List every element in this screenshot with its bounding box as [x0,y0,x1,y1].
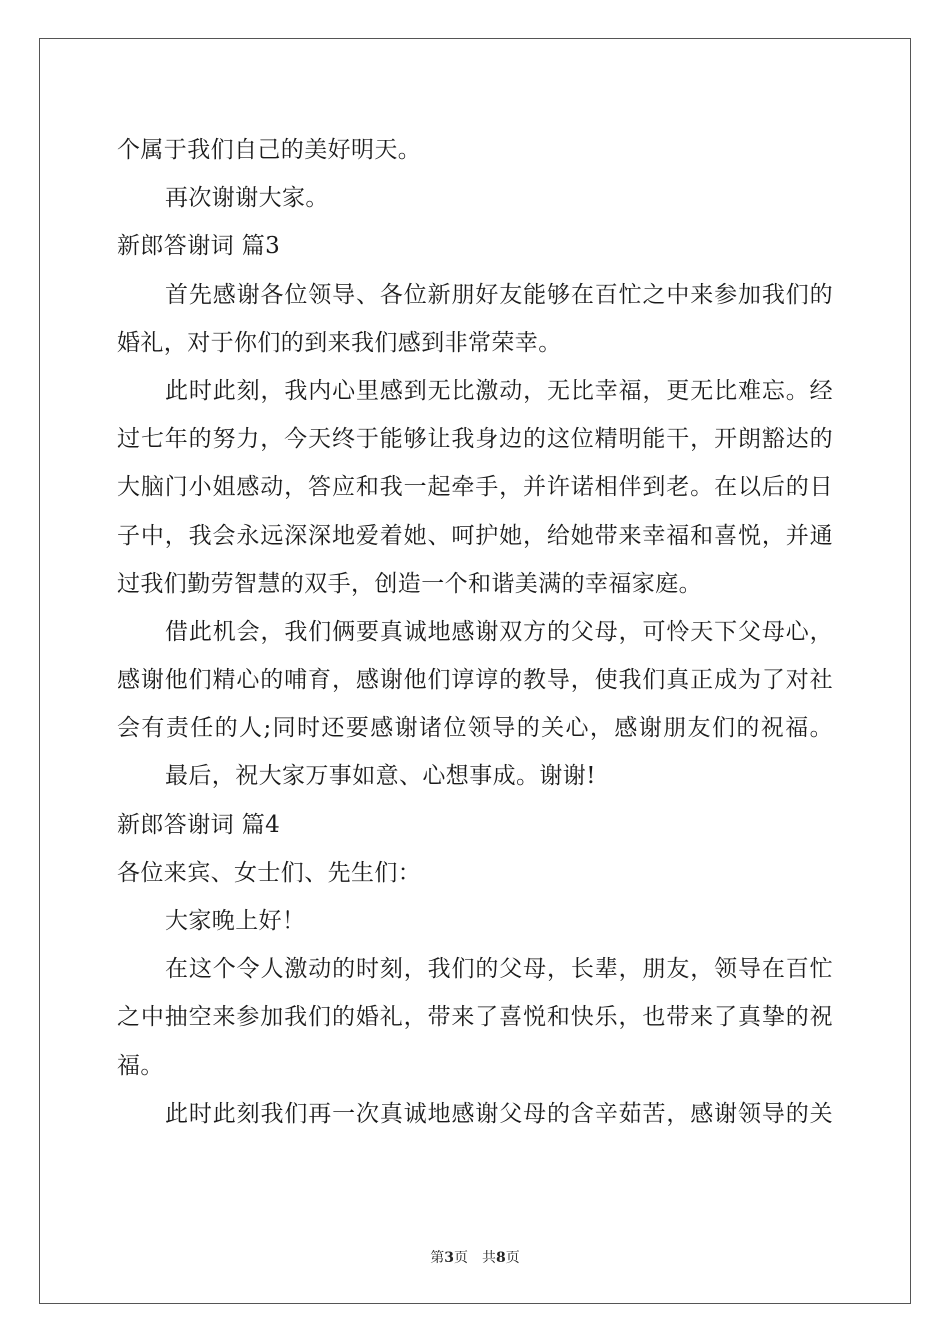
total-prefix: 共 [482,1250,496,1266]
text-line: 借此机会，我们俩要真诚地感谢双方的父母，可怜天下父母心， [165,618,833,645]
page-current: 3 [444,1250,454,1266]
text-line: 新郎答谢词 篇4 [117,811,281,838]
text-line: 此时此刻我们再一次真诚地感谢父母的含辛茹苦，感谢领导的关 [165,1100,833,1127]
text-line: 子中，我会永远深深地爱着她、呵护她，给她带来幸福和喜悦，并通 [117,522,833,549]
text-line: 会有责任的人;同时还要感谢诸位领导的关心，感谢朋友们的祝福。 [117,715,833,742]
text-line: 过我们勤劳智慧的双手，创造一个和谐美满的幸福家庭。 [117,570,702,597]
text-line: 此时此刻，我内心里感到无比激动，无比幸福，更无比难忘。经 [165,377,833,404]
page-total: 8 [496,1250,506,1266]
text-line: 婚礼，对于你们的到来我们感到非常荣幸。 [117,329,562,356]
page-suffix: 页 [454,1250,468,1266]
page-footer [0,1247,950,1267]
text-line: 感谢他们精心的哺育，感谢他们谆谆的教导，使我们真正成为了对社 [117,667,833,694]
text-line: 首先感谢各位领导、各位新朋好友能够在百忙之中来参加我们的 [165,281,833,308]
total-suffix: 页 [505,1250,520,1266]
document-body [117,126,833,1138]
text-line: 再次谢谢大家。 [165,185,329,212]
text-line: 各位来宾、女士们、先生们： [117,859,422,886]
text-line: 过七年的努力，今天终于能够让我身边的这位精明能干，开朗豁达的 [117,426,833,453]
text-line: 最后，祝大家万事如意、心想事成。谢谢! [165,763,596,790]
text-line: 大家晚上好！ [165,908,306,934]
page-prefix: 第 [430,1250,445,1266]
text-line: 个属于我们自己的美好明天。 [117,137,422,163]
text-line: 大脑门小姐感动，答应和我一起牵手，并许诺相伴到老。在以后的日 [117,474,833,501]
text-line: 在这个令人激动的时刻，我们的父母，长辈，朋友，领导在百忙 [165,956,833,983]
text-line: 福。 [117,1052,164,1079]
text-line: 新郎答谢词 篇3 [117,233,281,260]
text-line: 之中抽空来参加我们的婚礼，带来了喜悦和快乐，也带来了真挚的祝 [117,1004,833,1031]
